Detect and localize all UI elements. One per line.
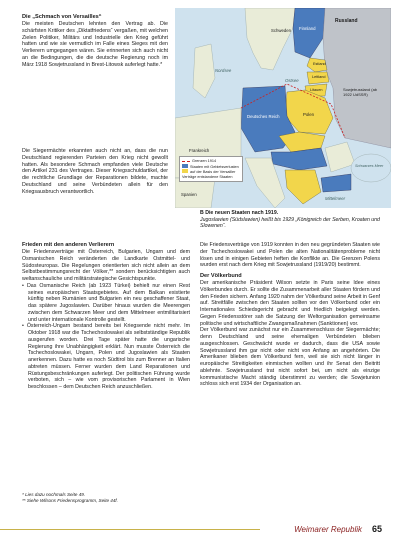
map-label: Schweden: [271, 28, 292, 33]
legend-label: Staaten mit Gebietsverlusten: [190, 164, 239, 169]
legend-label: auf der Basis der Versailler Verträge entstandene Staaten: [182, 170, 236, 179]
paragraph: Die Siegermächte erkannten auch nicht an, dass die nun Deutschland regierenden Parteien den Krieg nicht gewollt hatten. Als besondere Schmach empfanden viele Deutsche den Artikel 231 des Vertrages. Dieser Kriegsschuldartikel, der die rechtliche Grundlage der Reparationen bildete, machte Deutschland und seine Verbündeten allein für den Kriegsausbruch verantwortlich.: [22, 148, 168, 195]
map-caption: [200, 210, 380, 230]
map-label: Polen: [303, 112, 314, 117]
paragraph: Die Friedensverträge mit Österreich, Bulgarien, Ungarn und dem Osmanischen Reich veränderten die Landkarte Ostmittel- und Südosteuropas. Die Regelungen orientierten sich nicht allein an dem Selbstbestimmungsrecht der Völker,** sondern berücksichtigten auch weltanschauliche und militärstrategische Gesichtspunkte.: [22, 249, 190, 282]
legend-item: [182, 169, 240, 179]
map-label: Deutsches Reich: [247, 114, 280, 119]
page-number: 65: [371, 524, 382, 534]
map-label: Nordsee: [215, 68, 232, 73]
map-label: Lettland: [312, 75, 326, 79]
right-column: [200, 242, 380, 388]
section-heading: Die „Schmach von Versailles“: [22, 14, 102, 20]
legend-yellow-swatch: [182, 169, 188, 173]
legend-blue-swatch: [182, 164, 188, 168]
paragraph: Die meisten Deutschen lehnten den Vertrag ab. Die schärfsten Kritiker des „Diktatfriedens“ vergaßen, mit welchen Zielen Politiker, Militärs und Industrielle den Krieg geführt hatten und wie sie vermutlich im Falle eines Sieges mit den Verlierern umgegangen wären. Sie erinnerten sich auch nicht an die Bedingungen, die die deutsche Regierung noch im März 1918 Sowjetrussland in Brest-Litowsk auferlegt hatte.*: [22, 21, 168, 68]
page-footer: [0, 520, 400, 544]
paragraph: Die Friedensverträge von 1919 konnten in den neu gegründeten Staaten wie der Tschechoslowakei und Polen die alten Nationalitätenprobleme nicht lösen und in einigen Gebieten heften die Konflikte an. Die Grenzen Polens wurden erst nach dem Krieg mit Sowjetrussland (1919/20) bestimmt.: [200, 242, 380, 269]
map-label: Litauen: [310, 88, 323, 92]
map-label: Ostsee: [285, 78, 299, 83]
map-label: Russland: [335, 18, 358, 24]
chapter-rubric: Weimarer Republik: [294, 525, 362, 534]
map-label: Mittelmeer: [325, 196, 346, 201]
map-label: Sowjetrussland (ab 1922 UdSSR): [343, 87, 378, 97]
bullet-item: • Das Osmanische Reich (ab 1923 Türkei) behielt nur einen Rest seines europäischen Staatsgebietes. Auf dem Balkan existierte künftig neben Rumänien und Bulgarien ein neu geschaffener Staat, das spätere Jugoslawien. Darüber hinaus wurden die Meerengen zwischen dem Schwarzen Meer und dem Mittelmeer entmilitarisiert und unter internationale Kontrolle gestellt.: [22, 282, 190, 323]
legend-label: Grenzen 1914: [192, 159, 217, 163]
bullet-text: Das Osmanische Reich (ab 1923 Türkei) behielt nur einen Rest seines europäischen Staatsgebietes. Auf dem Balkan existierte künftig neben Rumänien und Bulgarien ein neu geschaffener Staat, das spätere Jugoslawien. Darüber hinaus wurden die Meerengen zwischen dem Schwarzen Meer und dem Mittelmeer entmilitarisiert und unter internationale Kontrolle gestellt.: [26, 282, 190, 323]
peace-treaties-section: [22, 242, 190, 391]
map-legend: [179, 156, 243, 182]
bullet-item: • Österreich-Ungarn bestand bereits bei Kriegsende nicht mehr. Im Oktober 1918 war die Tschechoslowakei als selbstständige Republik ausgerufen worden. Drei Tage später hatte die ungarische Regierung ihre Unabhängigkeit erklärt. Nun musste Österreich die Tschechoslowakei, Ungarn, Polen und Jugoslawien als Staaten anerkennen. Dazu hatte es noch Südtirol bis zum Brenner an Italien abtreten müssen. Ferner wurden dem Land Reparationen und Rüstungsbeschränkungen auferlegt. Der politischen Führung wurde verboten, sich – wie vom provisorischen Parlament in Wien beschlossen – dem Deutschen Reich anzuschließen.: [22, 323, 190, 390]
map-label: Frankreich: [189, 148, 210, 153]
legend-line-swatch: [182, 161, 190, 162]
caption-title: Die neuen Staaten nach 1919.: [205, 210, 279, 216]
footnotes: [22, 492, 190, 504]
bullet-text: Österreich-Ungarn bestand bereits bei Kriegsende nicht mehr. Im Oktober 1918 war die Tschechoslowakei als selbstständige Republik ausgerufen worden. Drei Tage später hatte die ungarische Regierung ihre Unabhängigkeit erklärt. Nun musste Österreich die Tschechoslowakei, Ungarn, Polen und Jugoslawien als Staaten anerkennen. Dazu hatte es noch Südtirol bis zum Brenner an Italien abtreten müssen. Ferner wurden dem Land Reparationen und Rüstungsbeschränkungen auferlegt. Der politischen Führung wurde verboten, sich – wie vom provisorischen Parlament in Wien beschlossen – dem Deutschen Reich anzuschließen.: [26, 323, 190, 390]
footnote: * Lies dazu nochmals Seite 49.: [22, 492, 86, 497]
paragraph: Der amerikanische Präsident Wilson setzte in Paris seine Idee eines Völkerbundes durch. Er sollte die Zusammenarbeit aller Staaten fördern und den Frieden sichern. Anfang 1920 nahm der Völkerbund seine Arbeit in Genf auf. Streitfälle zwischen den Staaten sollten vor den Völkerbund oder ein Internationales Schiedsgericht gebracht und friedlich beigelegt werden. Gegen Friedensstörer sah die Satzung der Weltorganisation gemeinsame politische und wirtschaftliche Zwangsmaßnahmen (Sanktionen) vor.: [200, 280, 380, 327]
map-label: Spanien: [181, 192, 197, 197]
map-label: Schwarzes Meer: [355, 164, 384, 168]
black-sea-shape: [351, 154, 391, 182]
map-label: Finnland: [299, 26, 316, 31]
caption-text: Jugoslawien (Südslawien) heißt bis 1929 „Königreich der Serben, Kroaten und Slowenen“.: [200, 216, 380, 230]
europe-map: [175, 8, 391, 208]
paragraph: Der Völkerbund war zunächst nur ein Zusammenschluss der Siegermächte; denn Deutschland und seine ehemaligen Verbündeten blieben ausgeschlossen. Geschwächt wurde er dadurch, dass die USA sowie Sowjetrussland ihm gar nicht oder nicht von Anfang an angehörten. Die Amerikaner blieben dem Völkerbund fern, weil sie sich nicht länger in europäische Streitigkeiten einmischen wollten und ihr Senat den Beitritt ablehnte. Sowjetrussland trat nicht sofort bei, um nicht als einzige kommunistische Macht ständig überstimmt zu werden; die Sowjetunion schloss sich erst 1934 der Organisation an.: [200, 327, 380, 388]
map-label: Estland: [313, 62, 326, 66]
caption-label: B: [200, 210, 204, 216]
section-heading: Der Völkerbund: [200, 273, 242, 279]
intro-section: [22, 14, 168, 68]
section-heading: Frieden mit den anderen Verlierern: [22, 242, 115, 248]
footnote: ** Siehe Wilsons Friedensprogramm, Seite 44f.: [22, 498, 118, 503]
